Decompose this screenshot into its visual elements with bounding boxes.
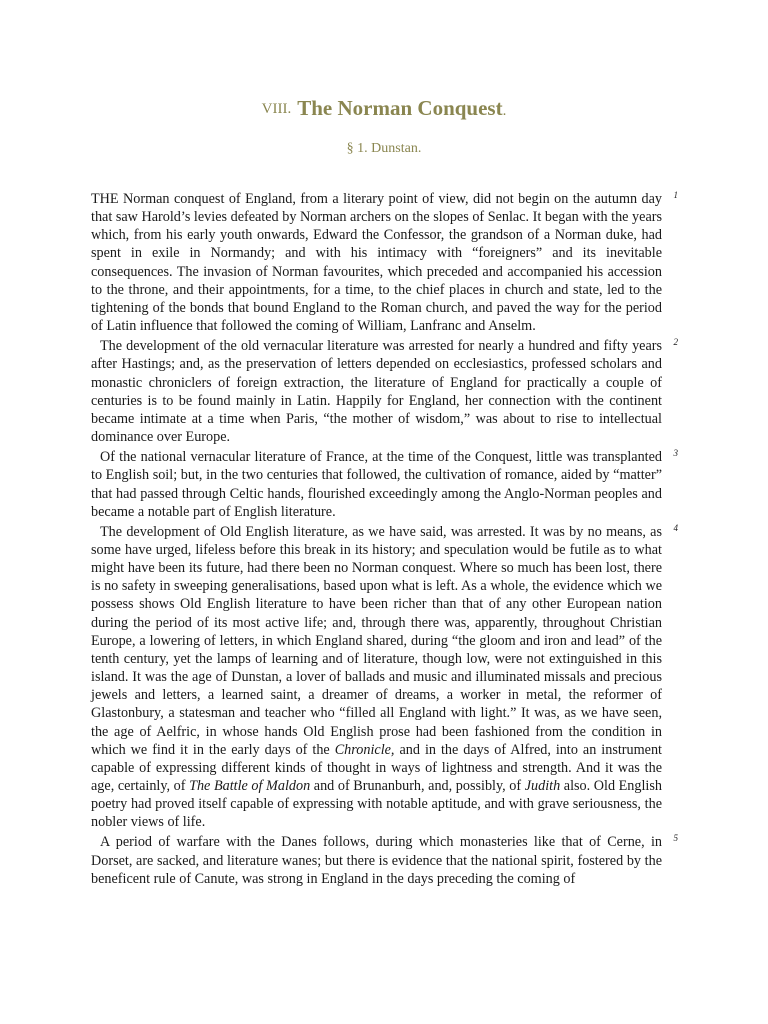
chapter-title-period: . bbox=[502, 103, 507, 119]
paragraph-number: 2 bbox=[673, 337, 678, 348]
paragraph-text: The development of the old vernacular literature was arrested for nearly a hundred and fifty years after Hastings; and, as the preservation of letters depended on ecclesiastics, professed scholars and monastic chroniclers of foreign extraction, the literature of England for practically a couple of centuries is to be found mainly in Latin. Happily for England, her connection with the continent became intimate at a time when Paris, “the mother of wisdom,” was about to rise to intellectual dominance over Europe. bbox=[91, 338, 662, 446]
chapter-heading bbox=[0, 96, 768, 121]
paragraph-text: The development of Old English literature, as we have said, was arrested. It was by no means, as some have urged, lifeless before this break in its history; and speculation would be futile as to what might have been its future, had there been no Norman conquest. Where so much has been lost, there is no safety in sweeping generalisations, based upon what is left. As a whole, the evidence which we possess shows Old English literature to have been richer than that of any other European nation during the period of its most active life; and, through there was, apparently, throughout Christian Europe, a lowering of letters, in which England shared, during “the gloom and iron and lead” of the tenth century, yet the lamps of learning and of literature, though low, were not extinguished in this island. It was the age of Dunstan, a lover of ballads and music and illuminated missals and precious jewels and letters, a learned saint, a dreamer of dreams, a worker in metal, the reformer of Glastonbury, a statesman and teacher who “filled all England with light.” It was, as we have seen, the age of Aelfric, in whose hands Old English prose had been fashioned from the condition in which we find it in the early days of the bbox=[91, 523, 662, 758]
paragraph-4 bbox=[91, 522, 678, 832]
section-heading: § 1. Dunstan. bbox=[346, 141, 422, 156]
paragraph-text: also. Old English poetry had proved itself capable of expressing with notable aptitude, and with grave seriousness, the nobler views of life. bbox=[91, 778, 662, 831]
paragraph-text: A period of warfare with the Danes follows, during which monasteries like that of Cerne, in Dorset, are sacked, and literature wanes; but there is evidence that the national spirit, fostered by the beneficent rule of Canute, was strong in England in the days preceding the coming of bbox=[91, 834, 662, 887]
paragraph-3 bbox=[91, 448, 678, 521]
paragraph-text: THE Norman conquest of England, from a literary point of view, did not begin on the autumn day that saw Harold’s levies defeated by Norman archers on the slopes of Senlac. It began with the years which, from his early youth onwards, Edward the Confessor, the grandson of a Norman duke, had spent in exile in Normandy; and with his intimacy with “foreigners” and its inevitable consequences. The invasion of Norman favourites, which preceded and accompanied his accession to the throne, and their appointments, for a time, to the chief places in church and state, led to the tightening of the bonds that bound England to the Roman church, and paved the way for the period of Latin influence that followed the coming of William, Lanfranc and Anselm. bbox=[91, 191, 662, 335]
paragraph-text: Of the national vernacular literature of France, at the time of the Conquest, little was transplanted to English soil; but, in the two centuries that followed, the cultivation of romance, aided by “matter” that had passed through Celtic hands, flourished exceedingly among the Anglo-Norman peoples and became a notable part of English literature. bbox=[91, 449, 662, 520]
chapter-number: VIII. bbox=[261, 101, 292, 117]
paragraph-text: and of Brunanburh, and, possibly, of bbox=[310, 778, 525, 794]
chapter-title: The Norman Conquest bbox=[297, 96, 503, 120]
paragraph-number: 5 bbox=[673, 833, 678, 844]
paragraph-number: 1 bbox=[673, 190, 678, 200]
paragraph-1 bbox=[91, 190, 678, 335]
paragraph-2 bbox=[91, 337, 678, 446]
paragraph-number: 4 bbox=[673, 522, 678, 533]
title-judith: Judith bbox=[524, 778, 561, 794]
paragraph-number: 3 bbox=[673, 448, 678, 459]
paragraph-text: and in the days of Alfred, into an instrument capable of expressing different kinds of thought in ways of lightness and strength. And it was the age, certainly, of bbox=[91, 741, 662, 794]
title-chronicle: Chronicle, bbox=[334, 741, 395, 758]
body-text bbox=[91, 190, 678, 890]
paragraph-5 bbox=[91, 833, 678, 887]
title-battle-of-maldon: The Battle of Maldon bbox=[189, 778, 311, 794]
